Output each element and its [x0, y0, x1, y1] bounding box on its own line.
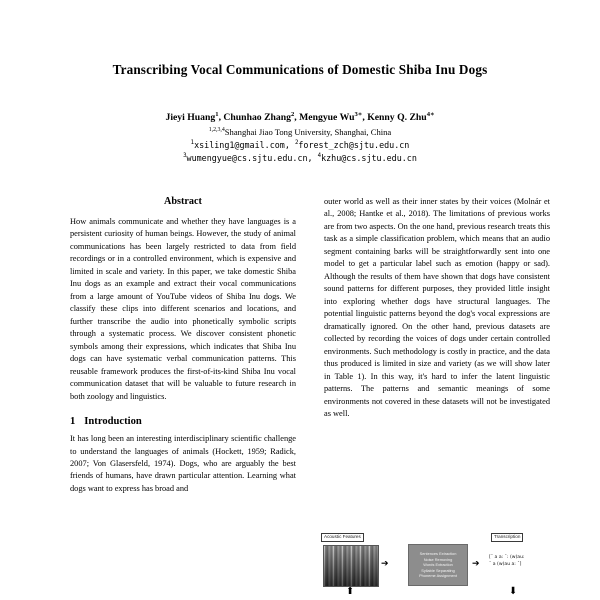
affiliation-text: Shanghai Jiao Tong University, Shanghai, China	[224, 126, 392, 137]
arrow-right-icon: ➔	[472, 558, 480, 568]
affiliation-superscript: 1,2,3,4	[208, 127, 225, 134]
left-column	[70, 196, 296, 495]
author-superscript: 1	[215, 110, 219, 118]
author-superscript: 4∗	[426, 110, 435, 118]
section-title: Introduction	[84, 416, 142, 428]
figure-label-transcription: Transcription	[491, 533, 523, 542]
process-step: Noise Removing	[423, 556, 453, 562]
author-name: Jieyi Huang	[165, 111, 216, 123]
email-superscript: 2	[294, 140, 299, 147]
abstract-text: How animals communicate and whether they have languages is a persistent curiosity of human beings. However, the study of animal communications has been largely restricted to data from field recordings or in a controlled environment, which is expensive and limited in scale and variety. In this paper, we take domestic Shiba Inu dogs as an example and extract their vocal communications from a large amount of YouTube videos of Shiba Inu dogs. We classify these clips into different scenarios and locations, and further transcribe the audio into phonetically symbolic scripts through a systematic process. We discover consistent phonetic symbols among their expressions, which indicates that Shiba Inu dogs can have systematic verbal communication patterns. This reusable framework produces the first-of-its-kind Shiba Inu vocal communication dataset that will be valuable to future research in both zoology and linguistics.	[70, 217, 296, 401]
author-name: Mengyue Wu	[299, 111, 355, 123]
transcription-line: ˆ a (w)au aː ˆ]	[489, 561, 522, 567]
introduction-text: It has long been an interesting interdisciplinary scientific challenge to understand the languages of animals (Hockett, 1959; Radick, 2007; Von Glasersfeld, 1974). Dogs, who are arguably the best friends of humans, have drawn particular attention. Learning what dogs want to express has broad and	[70, 434, 296, 493]
author-entry	[223, 112, 294, 123]
author-entry	[367, 112, 434, 123]
email-address[interactable]: kzhu@cs.sjtu.edu.cn	[321, 152, 417, 163]
author-emails	[0, 139, 600, 165]
right-column	[324, 196, 550, 495]
email-address[interactable]: wumengyue@cs.sjtu.edu.cn,	[186, 152, 313, 163]
email-superscript: 4	[317, 153, 322, 160]
email-line	[0, 152, 600, 165]
email-superscript: 1	[190, 140, 195, 147]
processing-steps-box	[408, 544, 468, 586]
section-heading-introduction	[70, 416, 296, 427]
arrow-right-icon: ➔	[381, 558, 389, 568]
spectrogram-image	[323, 545, 379, 587]
figure-label-acoustic-features: Acoustic Features	[321, 533, 364, 542]
process-step: Sentences Extraction	[419, 551, 457, 557]
transcription-line: [ˆ a aː ˆː (w)auː	[489, 555, 525, 560]
phonetic-transcription	[489, 555, 541, 569]
author-entry	[299, 112, 362, 123]
author-list: Jieyi Huang$^1$, Chunhao Zhang$^2$, Mengyue $Wu^{3∗}$, Kenny Q. Zhu$^{4∗}$	[165, 110, 435, 123]
section-number: 1	[70, 416, 76, 428]
email-address[interactable]: forest_zch@sjtu.edu.cn	[298, 139, 410, 150]
author-name: Kenny Q. Zhu	[367, 111, 427, 123]
affiliation	[0, 126, 600, 138]
author-superscript: 3∗	[354, 110, 363, 118]
arrow-down-icon: ⬇	[509, 586, 518, 597]
page-title: Transcribing Vocal Communications of Domestic Shiba Inu Dogs	[112, 62, 488, 77]
author-superscript: 2	[291, 110, 295, 118]
process-step: Phoneme Assignment	[419, 573, 457, 579]
body-columns	[0, 196, 600, 495]
author-entry	[165, 112, 218, 123]
pipeline-figure	[305, 533, 537, 600]
arrow-up-icon: ⬆	[346, 586, 355, 597]
process-step: Syllable Separating	[421, 567, 455, 573]
author-name: Chunhao Zhang	[223, 111, 291, 123]
email-address[interactable]: xsiling1@gmail.com,	[194, 139, 290, 150]
email-line	[0, 139, 600, 152]
abstract-heading: Abstract	[164, 196, 202, 207]
email-superscript: 3	[183, 153, 187, 160]
right-column-text: outer world as well as their inner states by their voices (Molnár et al., 2008; Hantke et al., 2018). The limitations of previous works are from two aspects. On the one hand, previous research treats this task as a simple classification problem, which means that an audio segment containing barks will be straightforwardly sent into one model to get a particular label such as emotion (happy or sad). Although the results of them have shown that dogs have consistent sound patterns for different purposes, they provided little insight into exploring whether dogs have structural languages. The potential linguistic patterns beyond the dog's vocal expressions are dramatically ignored. On the other hand, previous datasets are collected by recording the voices of dogs under certain controlled environments. Such methodology is costly in practice, and the data thus produced is limited in size and variety (as we will show later in Table 1). In this way, it's hard to infer the latent linguistic patterns. The patterns and semantic meanings of some environments not covered in these datasets will not be investigated as well.	[324, 197, 550, 418]
process-step: Words Extraction	[423, 562, 453, 568]
